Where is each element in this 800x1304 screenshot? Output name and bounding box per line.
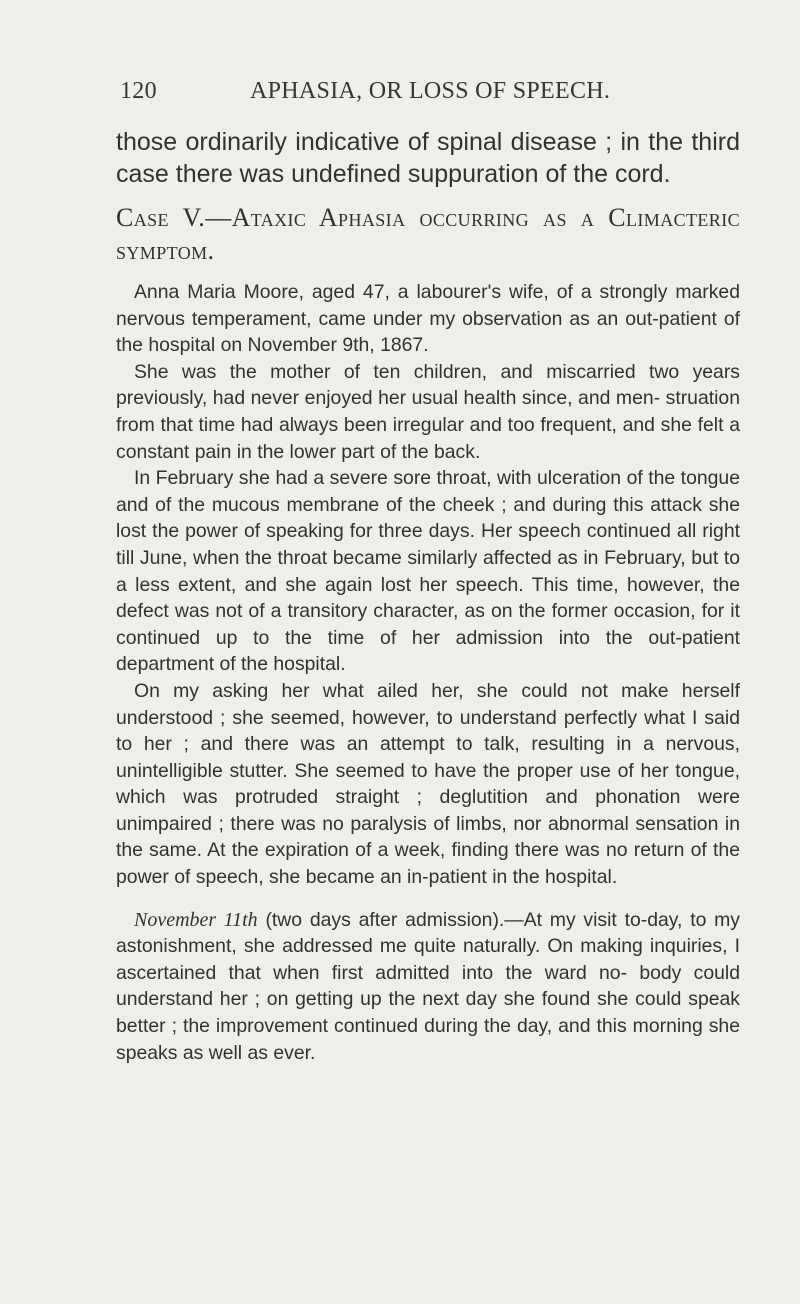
- running-head: APHASIA, OR LOSS OF SPEECH.: [250, 78, 611, 104]
- opening-text-block: [116, 126, 740, 190]
- page-number: 120: [120, 78, 157, 104]
- entry-text: (two days after admission).—At my visit to-day, to my astonishment, she addressed me quite naturally. On making inquiries, I ascertained that when first admitted into the ward no- body could understand her ; on getting up the next day she found she could speak better ; the improvement continued during the day, and this morning she speaks as well as ever.: [116, 908, 740, 1064]
- dated-entry: [116, 907, 740, 1067]
- entry-date: November 11th: [134, 908, 258, 931]
- paragraph-spacer: [116, 891, 740, 907]
- case-heading: Case V.—Ataxic Aphasia occurring as a Climacteric symptom.: [116, 203, 740, 265]
- case-paragraph-4: On my asking her what ailed her, she could not make herself understood ; she seemed, however, to understand perfectly what I said to her ; and there was an attempt to talk, resulting in a nervous, unintelligible stutter. She seemed to have the proper use of her tongue, which was protruded straight ; deglutition and phonation were unimpaired ; there was no paralysis of limbs, nor abnormal sensation in the same. At the expiration of a week, finding there was no return of the power of speech, she became an in-patient in the hospital.: [116, 679, 740, 889]
- case-body-text: [116, 279, 740, 1066]
- opening-paragraph: those ordinarily indicative of spinal disease ; in the third case there was undefined suppuration of the cord.: [116, 128, 740, 188]
- case-paragraph-1: Anna Maria Moore, aged 47, a labourer's wife, of a strongly marked nervous temperament, came under my observation as an out-patient of the hospital on November 9th, 1867.: [116, 281, 740, 357]
- case-paragraph-2: She was the mother of ten children, and miscarried two years previously, had never enjoyed her usual health since, and men- struation from that time had always been irregular and too frequent, and she felt a constant pain in the lower part of the back.: [116, 360, 740, 463]
- case-paragraph-3: In February she had a severe sore throat, with ulceration of the tongue and of the mucous membrane of the cheek ; and during this attack she lost the power of speaking for three days. Her speech continued all right till June, when the throat became similarly affected as in February, but to a less extent, and she again lost her speech. This time, however, the defect was not of a transitory character, as on the former occasion, for it continued up to the time of her admission into the out-patient department of the hospital.: [116, 467, 740, 676]
- page-header: [120, 78, 740, 108]
